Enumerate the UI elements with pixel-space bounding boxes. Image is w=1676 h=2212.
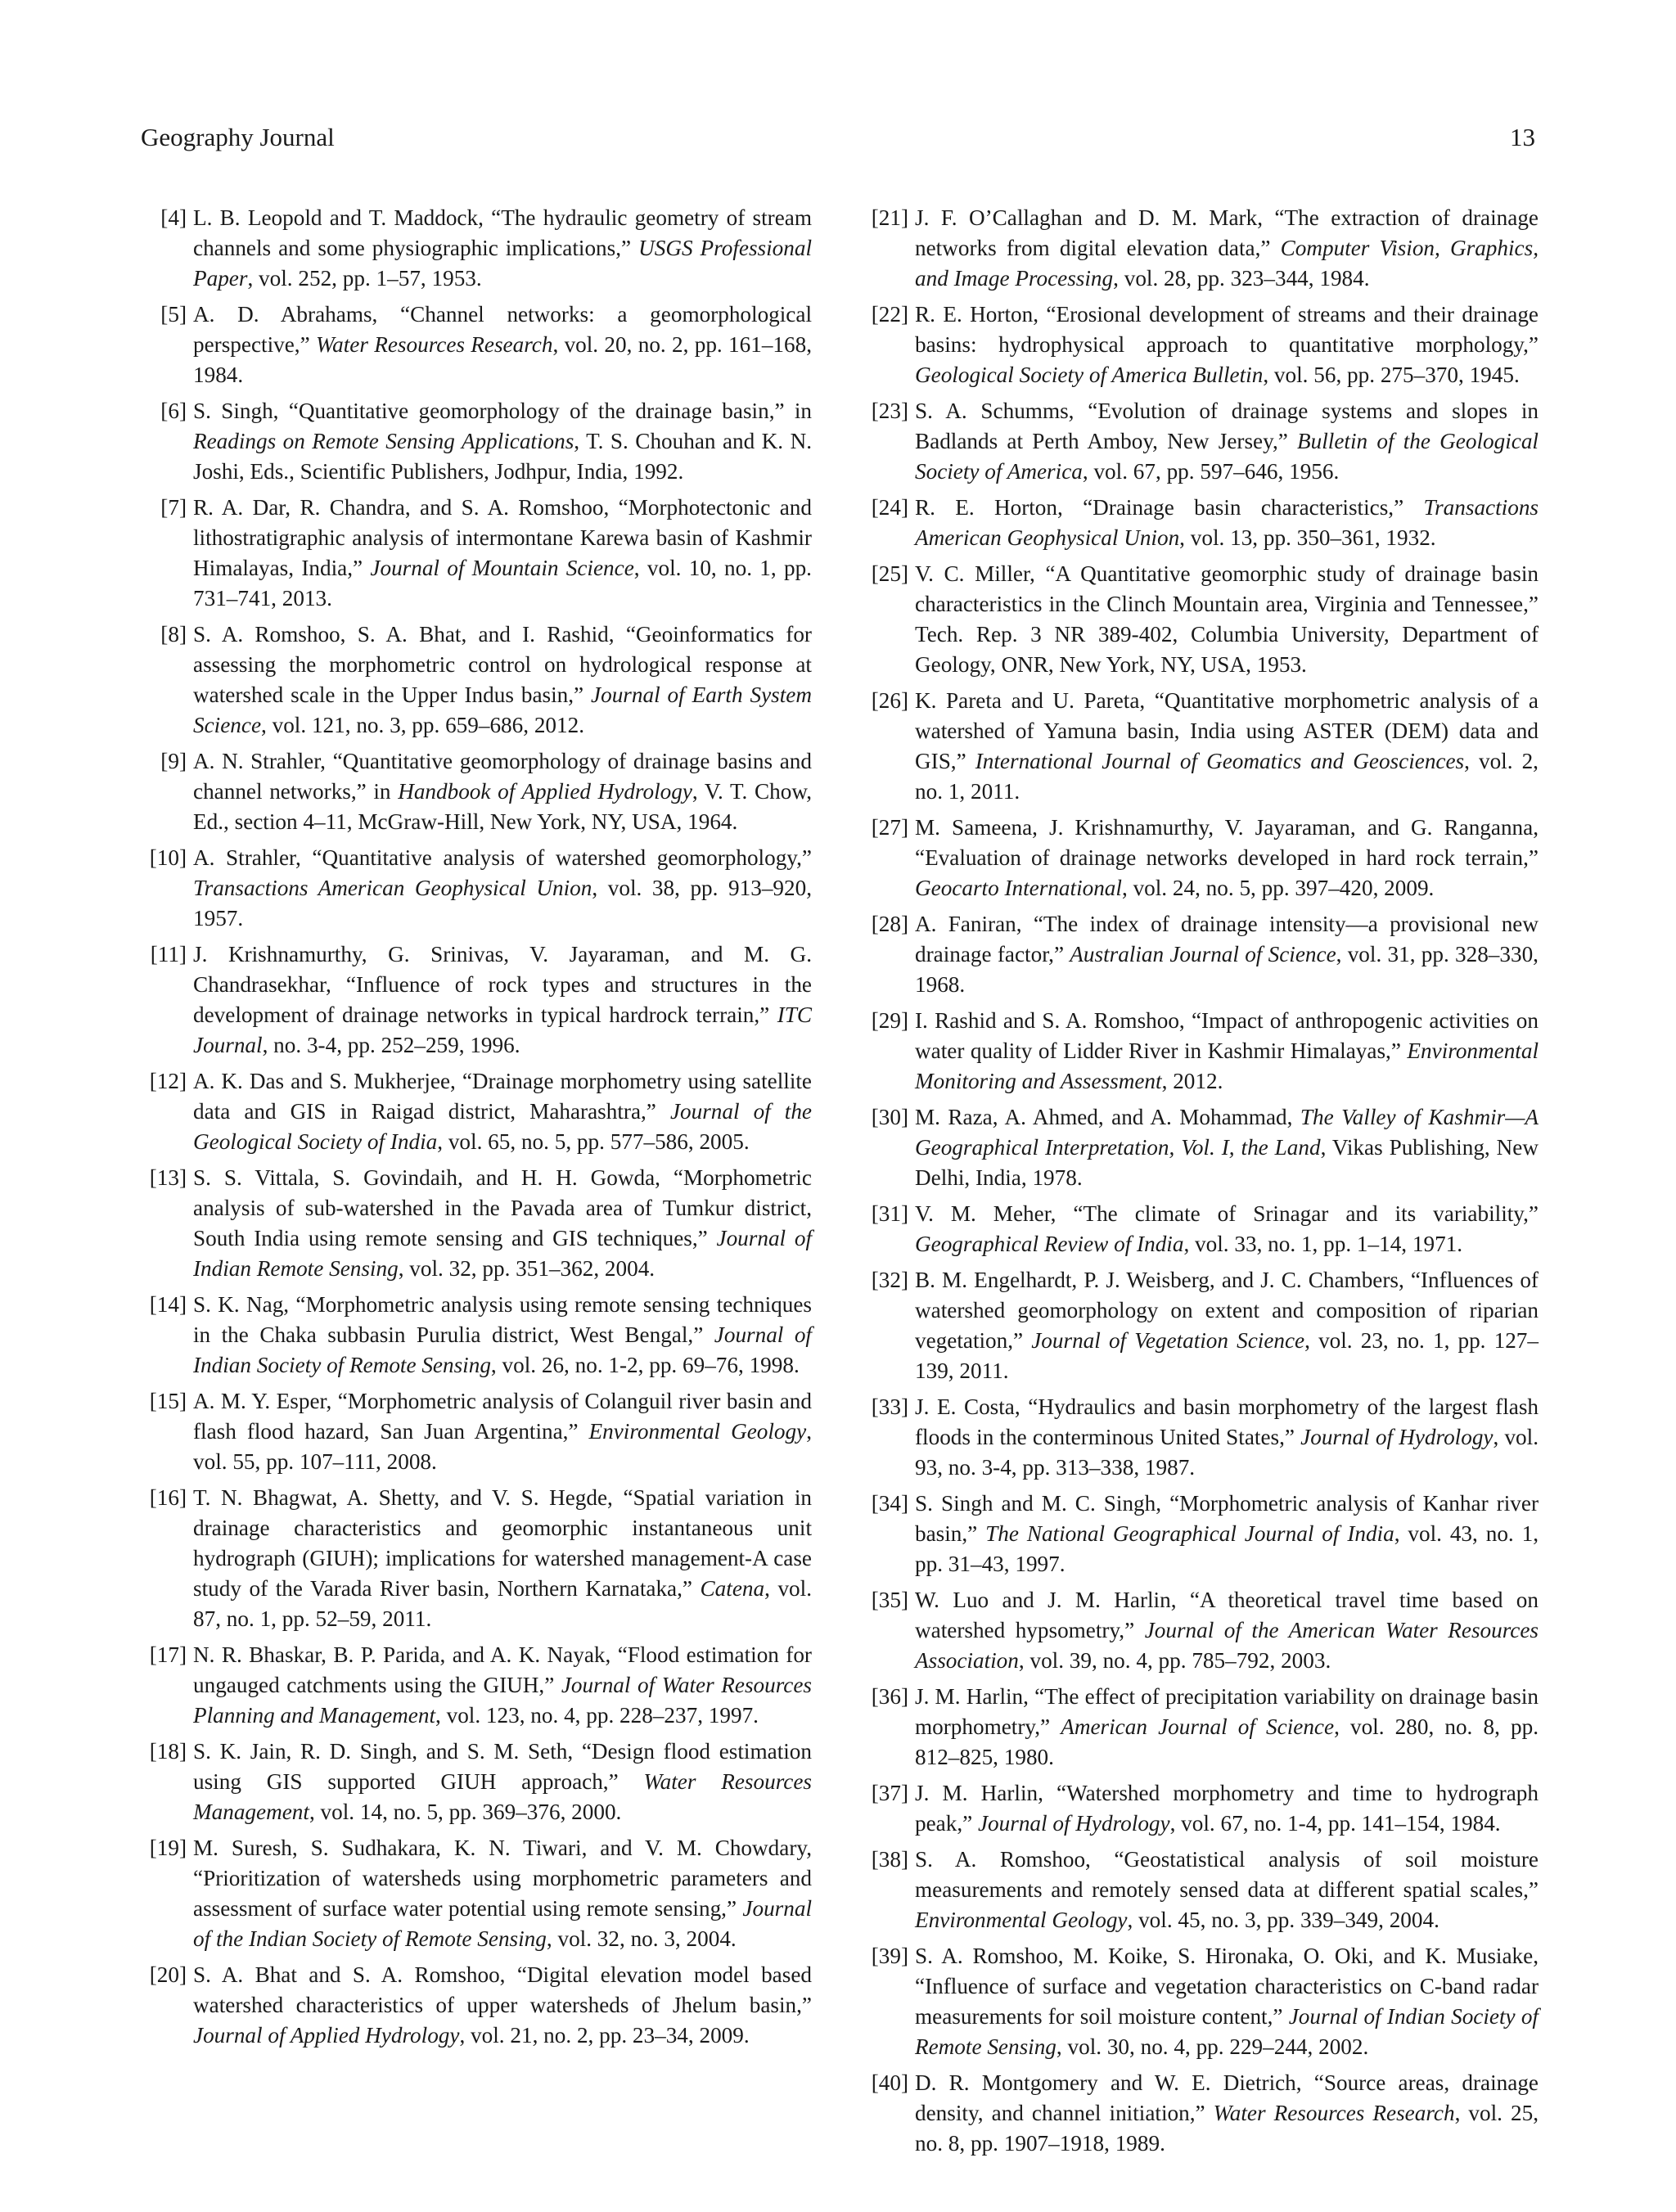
reference-text	[193, 843, 812, 934]
reference-source-title: American Journal of Science	[1061, 1714, 1335, 1739]
reference-text	[193, 1483, 812, 1634]
reference-entry	[861, 1585, 1539, 1676]
reference-text-segment: L. B. Leopold and T. Maddock, “The hydraulic geometry of stream channels and some physiographic implications,”	[193, 205, 812, 260]
reference-entry	[861, 1006, 1539, 1097]
reference-text	[915, 300, 1539, 390]
reference-text-segment: I. Rashid and S. A. Romshoo, “Impact of anthropogenic activities on water quality of Lidder River in Kashmir Himalayas,”	[915, 1008, 1539, 1063]
reference-source-title: Water Resources Research	[1213, 2101, 1455, 2125]
reference-source-title: Geological Society of America Bulletin	[915, 363, 1264, 387]
reference-text-segment: A. K. Das and S. Mukherjee, “Drainage morphometry using satellite data and GIS in Raigad district, Maharashtra,”	[193, 1069, 812, 1124]
reference-text	[915, 1778, 1539, 1839]
reference-number: [22]	[871, 302, 908, 327]
reference-text	[915, 203, 1539, 294]
reference-text-segment: A. Faniran, “The index of drainage intensity—a provisional new drainage factor,”	[915, 912, 1539, 966]
reference-source-title: Environmental Geology	[588, 1419, 807, 1444]
reference-text	[915, 1265, 1539, 1386]
reference-text	[193, 1737, 812, 1827]
reference-number: [40]	[871, 2070, 908, 2095]
reference-number: [10]	[149, 845, 187, 870]
reference-text-segment: , vol. 39, no. 4, pp. 785–792, 2003.	[1018, 1648, 1331, 1673]
reference-text	[915, 2068, 1539, 2159]
reference-text	[193, 939, 812, 1061]
reference-text-segment: R. E. Horton, “Erosional development of streams and their drainage basins: hydrophysical approach to quantitative morphology,”	[915, 302, 1539, 357]
reference-entry	[139, 1960, 812, 2051]
reference-text-segment: S. A. Romshoo, M. Koike, S. Hironaka, O. Oki, and K. Musiake, “Influence of surface and vegetation characteristics on C-band radar measurements for soil moisture content,”	[915, 1944, 1539, 2029]
reference-text-segment: J. M. Harlin, “Watershed morphometry and time to hydrograph peak,”	[915, 1781, 1539, 1836]
reference-text-segment: , T. S. Chouhan and K. N. Joshi, Eds., Scientific Publishers, Jodhpur, India, 1992.	[193, 429, 812, 484]
reference-text	[915, 396, 1539, 487]
reference-source-title: Environmental Monitoring and Assessment	[915, 1038, 1539, 1093]
reference-source-title: Computer Vision, Graphics, and Image Processing	[915, 236, 1539, 291]
reference-text	[193, 1640, 812, 1731]
reference-source-title: Journal of Indian Society of Remote Sensing	[193, 1322, 812, 1377]
reference-entry	[861, 686, 1539, 807]
reference-text-segment: M. Sameena, J. Krishnamurthy, V. Jayaraman, and G. Ranganna, “Evaluation of drainage networks developed in hard rock terrain,”	[915, 815, 1539, 870]
reference-text-segment: S. A. Romshoo, “Geostatistical analysis of soil moisture measurements and remotely sensed data at different spatial scales,”	[915, 1847, 1539, 1902]
reference-number: [39]	[871, 1944, 908, 1968]
reference-number: [24]	[871, 495, 908, 520]
reference-entry	[139, 1833, 812, 1954]
reference-source-title: Handbook of Applied Hydrology	[398, 779, 692, 804]
reference-text-segment: R. E. Horton, “Drainage basin characteristics,”	[915, 495, 1424, 520]
reference-entry	[139, 939, 812, 1061]
reference-entry	[139, 843, 812, 934]
reference-text-segment: , vol. 30, no. 4, pp. 229–244, 2002.	[1056, 2034, 1369, 2059]
reference-text	[193, 203, 812, 294]
reference-text-segment: , vol. 23, no. 1, pp. 127–139, 2011.	[915, 1328, 1539, 1383]
reference-text	[915, 559, 1539, 680]
reference-text	[193, 300, 812, 390]
reference-source-title: The Valley of Kashmir—A Geographical Interpretation, Vol. I, the Land	[915, 1105, 1539, 1160]
reference-source-title: Journal of Water Resources Planning and Management	[193, 1673, 813, 1728]
reference-text-segment: , no. 3-4, pp. 252–259, 1996.	[262, 1033, 520, 1057]
reference-entry	[861, 493, 1539, 553]
reference-number: [32]	[871, 1268, 908, 1292]
reference-source-title: Journal of Earth System Science	[193, 683, 812, 737]
reference-text-segment: , vol. 121, no. 3, pp. 659–686, 2012.	[261, 713, 584, 737]
reference-text	[915, 1006, 1539, 1097]
reference-text-segment: , vol. 252, pp. 1–57, 1953.	[247, 266, 482, 291]
reference-entry	[139, 1163, 812, 1284]
reference-entry	[861, 396, 1539, 487]
reference-text-segment: , vol. 32, pp. 351–362, 2004.	[398, 1256, 656, 1281]
reference-text	[193, 619, 812, 741]
reference-text-segment: , vol. 65, no. 5, pp. 577–586, 2005.	[437, 1129, 750, 1154]
reference-entry	[861, 2068, 1539, 2159]
reference-text-segment: A. M. Y. Esper, “Morphometric analysis of Colanguil river basin and flash flood hazard, San Juan Argentina,”	[193, 1389, 812, 1444]
reference-number: [26]	[871, 688, 908, 713]
reference-text	[915, 1941, 1539, 2062]
reference-text-segment: , vol. 280, no. 8, pp. 812–825, 1980.	[915, 1714, 1539, 1769]
reference-text	[915, 1682, 1539, 1773]
reference-text	[915, 1585, 1539, 1676]
reference-text-segment: , vol. 14, no. 5, pp. 369–376, 2000.	[309, 1800, 622, 1824]
reference-number: [15]	[149, 1389, 187, 1413]
reference-text-segment: A. N. Strahler, “Quantitative geomorphology of drainage basins and channel networks,” in	[193, 749, 812, 804]
reference-number: [36]	[871, 1684, 908, 1709]
reference-text	[915, 1845, 1539, 1935]
reference-source-title: Australian Journal of Science	[1070, 942, 1336, 966]
reference-text-segment: , vol. 67, no. 1-4, pp. 141–154, 1984.	[1169, 1811, 1501, 1836]
reference-text-segment: , vol. 93, no. 3-4, pp. 313–338, 1987.	[915, 1425, 1539, 1480]
reference-text	[915, 1199, 1539, 1259]
reference-number: [13]	[149, 1165, 187, 1190]
reference-number: [35]	[871, 1588, 908, 1612]
reference-number: [8]	[160, 622, 187, 646]
reference-source-title: Journal of Applied Hydrology	[193, 2023, 460, 2048]
reference-entry	[139, 1290, 812, 1381]
reference-text-segment: S. K. Nag, “Morphometric analysis using remote sensing techniques in the Chaka subbasin Purulia district, West Bengal,”	[193, 1292, 812, 1347]
page-header	[141, 123, 1535, 159]
reference-source-title: ITC Journal	[193, 1002, 812, 1057]
reference-text-segment: J. F. O’Callaghan and D. M. Mark, “The extraction of drainage networks from digital elevation data,”	[915, 205, 1539, 260]
reference-text-segment: , Vikas Publishing, New Delhi, India, 1978.	[915, 1135, 1539, 1190]
reference-text-segment: V. M. Meher, “The climate of Srinagar and its variability,”	[915, 1201, 1539, 1226]
reference-source-title: Geographical Review of India	[915, 1232, 1184, 1256]
reference-text-segment: , vol. 33, no. 1, pp. 1–14, 1971.	[1183, 1232, 1463, 1256]
reference-source-title: Transactions American Geophysical Union	[915, 495, 1539, 550]
reference-text-segment: , vol. 32, no. 3, 2004.	[546, 1926, 737, 1951]
reference-entry	[861, 813, 1539, 903]
reference-text-segment: , vol. 87, no. 1, pp. 52–59, 2011.	[193, 1576, 812, 1631]
reference-text-segment: , vol. 21, no. 2, pp. 23–34, 2009.	[459, 2023, 750, 2048]
reference-text-segment: S. K. Jain, R. D. Singh, and S. M. Seth, “Design flood estimation using GIS supported GIUH approach,”	[193, 1739, 812, 1794]
reference-entry	[861, 1778, 1539, 1839]
reference-source-title: Readings on Remote Sensing Applications	[193, 429, 574, 453]
reference-text-segment: B. M. Engelhardt, P. J. Weisberg, and J. C. Chambers, “Influences of watershed geomorphology on extent and composition of riparian vegetation,”	[915, 1268, 1539, 1353]
reference-number: [34]	[871, 1491, 908, 1516]
reference-source-title: Transactions American Geophysical Union	[193, 876, 592, 900]
reference-text-segment: , vol. 45, no. 3, pp. 339–349, 2004.	[1127, 1908, 1439, 1932]
reference-entry	[861, 559, 1539, 680]
reference-text	[193, 493, 812, 614]
reference-text-segment: S. Singh and M. C. Singh, “Morphometric analysis of Kanhar river basin,”	[915, 1491, 1539, 1546]
reference-text	[193, 1163, 812, 1284]
reference-text-segment: , vol. 24, no. 5, pp. 397–420, 2009.	[1121, 876, 1435, 900]
reference-entry	[139, 1386, 812, 1477]
reference-text	[915, 1392, 1539, 1483]
reference-text-segment: S. A. Romshoo, S. A. Bhat, and I. Rashid, “Geoinformatics for assessing the morphometric control on hydrological response at watershed scale in the Upper Indus basin,”	[193, 622, 812, 707]
reference-text-segment: , vol. 67, pp. 597–646, 1956.	[1082, 459, 1340, 484]
reference-number: [9]	[160, 749, 187, 773]
reference-text-segment: , vol. 38, pp. 913–920, 1957.	[193, 876, 812, 930]
reference-source-title: Environmental Geology	[915, 1908, 1128, 1932]
reference-source-title: Journal of Vegetation Science	[1031, 1328, 1305, 1353]
reference-text	[915, 813, 1539, 903]
reference-number: [16]	[149, 1485, 187, 1510]
reference-entry	[861, 1941, 1539, 2062]
reference-text-segment: , vol. 56, pp. 275–370, 1945.	[1263, 363, 1520, 387]
reference-text-segment: W. Luo and J. M. Harlin, “A theoretical travel time based on watershed hypsometry,”	[915, 1588, 1539, 1642]
reference-text-segment: , vol. 25, no. 8, pp. 1907–1918, 1989.	[915, 2101, 1539, 2156]
reference-number: [7]	[160, 495, 187, 520]
reference-source-title: International Journal of Geomatics and Geosciences	[975, 749, 1465, 773]
reference-text-segment: , V. T. Chow, Ed., section 4–11, McGraw-Hill, New York, NY, USA, 1964.	[193, 779, 812, 834]
reference-number: [30]	[871, 1105, 908, 1129]
reference-entry	[861, 909, 1539, 1000]
reference-entry	[861, 1845, 1539, 1935]
reference-entry	[861, 1392, 1539, 1483]
reference-text	[915, 1102, 1539, 1193]
reference-text-segment: M. Suresh, S. Sudhakara, K. N. Tiwari, and V. M. Chowdary, “Prioritization of watersheds using morphometric parameters and assessment of surface water potential using remote sensing,”	[193, 1836, 812, 1921]
reference-text-segment: K. Pareta and U. Pareta, “Quantitative morphometric analysis of a watershed of Yamuna basin, India using ASTER (DEM) data and GIS,”	[915, 688, 1539, 773]
reference-entry	[861, 1489, 1539, 1579]
reference-text-segment: , vol. 20, no. 2, pp. 161–168, 1984.	[193, 332, 813, 387]
reference-entry	[139, 1066, 812, 1157]
reference-source-title: Bulletin of the Geological Society of America	[915, 429, 1539, 484]
reference-number: [21]	[871, 205, 908, 230]
reference-source-title: Journal of Indian Society of Remote Sensing	[915, 2004, 1539, 2059]
reference-number: [25]	[871, 561, 908, 586]
reference-text-segment: S. A. Bhat and S. A. Romshoo, “Digital elevation model based watershed characteristics of upper watersheds of Jhelum basin,”	[193, 1962, 812, 2017]
reference-source-title: Journal of Hydrology	[977, 1811, 1170, 1836]
reference-entry	[139, 396, 812, 487]
reference-text	[915, 493, 1539, 553]
reference-text-segment: , vol. 26, no. 1-2, pp. 69–76, 1998.	[490, 1353, 800, 1377]
reference-number: [33]	[871, 1394, 908, 1419]
reference-number: [27]	[871, 815, 908, 840]
reference-text-segment: N. R. Bhaskar, B. P. Parida, and A. K. Nayak, “Flood estimation for ungauged catchments using the GIUH,”	[193, 1642, 812, 1697]
reference-number: [23]	[871, 399, 908, 423]
reference-entry	[139, 1483, 812, 1634]
reference-entry	[139, 1737, 812, 1827]
reference-source-title: The National Geographical Journal of India	[985, 1521, 1394, 1546]
reference-text-segment: M. Raza, A. Ahmed, and A. Mohammad,	[915, 1105, 1300, 1129]
reference-number: [28]	[871, 912, 908, 936]
reference-text-segment: J. Krishnamurthy, G. Srinivas, V. Jayaraman, and M. G. Chandrasekhar, “Influence of rock types and structures in the development of drainage networks in typical hardrock terrain,”	[193, 942, 812, 1027]
reference-text-segment: , vol. 43, no. 1, pp. 31–43, 1997.	[915, 1521, 1539, 1576]
reference-text	[915, 1489, 1539, 1579]
reference-source-title: Water Resources Research	[315, 332, 553, 357]
reference-text-segment: R. A. Dar, R. Chandra, and S. A. Romshoo, “Morphotectonic and lithostratigraphic analysis of intermontane Karewa basin of Kashmir Himalayas, India,”	[193, 495, 812, 580]
reference-entry	[139, 300, 812, 390]
reference-entry	[861, 1199, 1539, 1259]
reference-entry	[139, 493, 812, 614]
reference-source-title: USGS Professional Paper	[193, 236, 812, 291]
reference-text-segment: S. S. Vittala, S. Govindaih, and H. H. Gowda, “Morphometric analysis of sub-watershed in the Pavada area of Tumkur district, South India using remote sensing and GIS techniques,”	[193, 1165, 812, 1250]
reference-number: [18]	[149, 1739, 187, 1764]
reference-text-segment: S. A. Schumms, “Evolution of drainage systems and slopes in Badlands at Perth Amboy, New Jersey,”	[915, 399, 1539, 453]
reference-entry	[861, 300, 1539, 390]
reference-text	[915, 909, 1539, 1000]
reference-text	[193, 746, 812, 837]
reference-source-title: Journal of the Indian Society of Remote Sensing	[193, 1896, 812, 1951]
reference-text-segment: , 2012.	[1161, 1069, 1223, 1093]
reference-number: [17]	[149, 1642, 187, 1667]
reference-entry	[861, 1265, 1539, 1386]
page-number: 13	[1510, 123, 1535, 151]
reference-text-segment: , vol. 31, pp. 328–330, 1968.	[915, 942, 1539, 997]
reference-entry	[861, 1682, 1539, 1773]
reference-text-segment: A. D. Abrahams, “Channel networks: a geomorphological perspective,”	[193, 302, 812, 357]
reference-text-segment: , vol. 55, pp. 107–111, 2008.	[193, 1419, 812, 1474]
reference-source-title: Journal of the Geological Society of India	[193, 1099, 812, 1154]
reference-number: [14]	[149, 1292, 187, 1317]
reference-number: [12]	[149, 1069, 187, 1093]
reference-text	[193, 1066, 812, 1157]
reference-number: [20]	[149, 1962, 187, 1987]
reference-source-title: Journal of Mountain Science	[370, 556, 634, 580]
reference-text-segment: , vol. 123, no. 4, pp. 228–237, 1997.	[435, 1703, 759, 1728]
reference-text-segment: V. C. Miller, “A Quantitative geomorphic study of drainage basin characteristics in the Clinch Mountain area, Virginia and Tennessee,” Tech. Rep. 3 NR 389-402, Columbia University, Department of Geology, ONR, New York, NY, USA, 1953.	[915, 561, 1539, 677]
reference-number: [6]	[160, 399, 187, 423]
reference-text-segment: J. M. Harlin, “The effect of precipitation variability on drainage basin morphometry,”	[915, 1684, 1539, 1739]
reference-source-title: Water Resources Management	[193, 1769, 812, 1824]
reference-entry	[139, 203, 812, 294]
reference-number: [29]	[871, 1008, 908, 1033]
references-column-left	[139, 203, 812, 2057]
reference-source-title: Catena	[700, 1576, 765, 1601]
reference-entry	[139, 1640, 812, 1731]
reference-entry	[139, 746, 812, 837]
reference-text	[193, 396, 812, 487]
reference-number: [31]	[871, 1201, 908, 1226]
reference-number: [37]	[871, 1781, 908, 1805]
reference-text	[193, 1960, 812, 2051]
reference-number: [11]	[150, 942, 187, 966]
reference-text	[193, 1386, 812, 1477]
reference-number: [4]	[160, 205, 187, 230]
reference-entry	[139, 619, 812, 741]
reference-text	[193, 1290, 812, 1381]
reference-text-segment: J. E. Costa, “Hydraulics and basin morphometry of the largest flash floods in the conterminous United States,”	[915, 1394, 1539, 1449]
reference-text-segment: , vol. 10, no. 1, pp. 731–741, 2013.	[193, 556, 812, 610]
reference-source-title: Geocarto International	[915, 876, 1122, 900]
reference-number: [19]	[149, 1836, 187, 1860]
reference-text	[915, 686, 1539, 807]
reference-entry	[861, 1102, 1539, 1193]
reference-text-segment: S. Singh, “Quantitative geomorphology of the drainage basin,” in	[193, 399, 812, 423]
reference-entry	[861, 203, 1539, 294]
reference-text-segment: T. N. Bhagwat, A. Shetty, and V. S. Hegde, “Spatial variation in drainage characteristics and geomorphic instantaneous unit hydrograph (GIUH); implications for watershed management-A case study of the Varada River basin, Northern Karnataka,”	[193, 1485, 812, 1601]
reference-text-segment: , vol. 13, pp. 350–361, 1932.	[1179, 525, 1436, 550]
reference-text-segment: , vol. 2, no. 1, 2011.	[915, 749, 1539, 804]
reference-number: [5]	[160, 302, 187, 327]
reference-text-segment: D. R. Montgomery and W. E. Dietrich, “Source areas, drainage density, and channel initiation,”	[915, 2070, 1539, 2125]
reference-text	[193, 1833, 812, 1954]
reference-text-segment: A. Strahler, “Quantitative analysis of watershed geomorphology,”	[193, 845, 812, 870]
references-column-right	[861, 203, 1539, 2165]
reference-source-title: Journal of Hydrology	[1300, 1425, 1494, 1449]
reference-source-title: Journal of Indian Remote Sensing	[193, 1226, 812, 1281]
reference-source-title: Journal of the American Water Resources Association	[915, 1618, 1539, 1673]
journal-title: Geography Journal	[141, 123, 335, 151]
reference-text-segment: , vol. 28, pp. 323–344, 1984.	[1113, 266, 1370, 291]
reference-number: [38]	[871, 1847, 908, 1872]
